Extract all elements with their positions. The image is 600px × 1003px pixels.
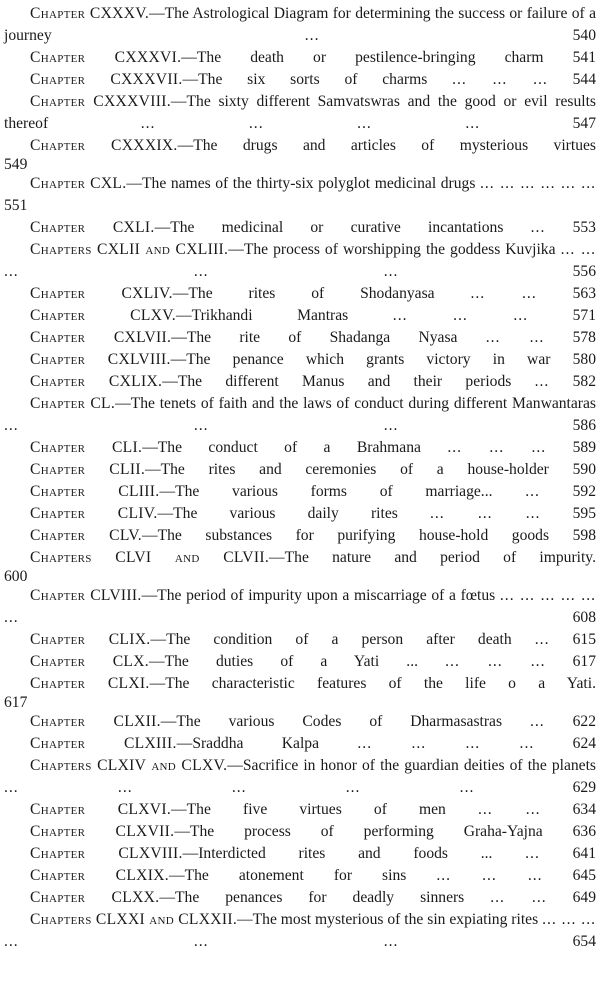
toc-entry: Chapter CLII.—The rites and ceremonies of a house-holder 590 [30, 461, 596, 478]
chapter-title: The Astrological Diagram for determining the success or failure of a journey [4, 5, 596, 44]
chapter-title: The period of impurity upon a miscarriage of a fœtus [157, 587, 496, 604]
chapter-number: Chapter CXL. [30, 175, 127, 192]
toc-entry: Chapter CLV.—The substances for purifying house-hold goods 598 [30, 527, 596, 544]
chapter-number: Chapter CLXX. [30, 889, 160, 906]
chapter-title: The names of the thirty-six polyglot medicinal drugs [142, 175, 476, 192]
chapter-title: The drugs and articles of mysterious virtues [193, 137, 596, 154]
page-number: 556 [572, 263, 596, 280]
page-number: 608 [572, 609, 596, 626]
toc-entry: Chapter CLX.—The duties of a Yati ... ... ... ... 617 [30, 653, 596, 670]
chapter-title: The penance which grants victory in war [186, 351, 551, 368]
chapter-title: The atonement for sins [184, 867, 407, 884]
page-number: 622 [572, 713, 596, 730]
chapter-title: The condition of a person after death [166, 631, 512, 648]
page-number: 641 [572, 845, 596, 862]
dot-leader: ... ... ... ... ... [4, 241, 596, 280]
chapter-title: The sixty different Samvatswras and the good or evil results thereof [4, 93, 596, 132]
chapter-number: Chapter CXXXV. [30, 5, 150, 22]
chapter-number: Chapter CLX. [30, 653, 149, 670]
page-number: 615 [572, 631, 596, 648]
chapter-title: The rite of Shadanga Nyasa [186, 329, 458, 346]
toc-entry: Chapter CXXXV.—The Astrological Diagram for determining the success or failure of a journey ... 540 [4, 5, 596, 44]
chapter-number: Chapter CXLIX. [30, 373, 163, 390]
dot-leader: ... ... ... [447, 439, 547, 456]
dot-leader: ... [529, 713, 545, 730]
chapter-number: Chapter CLXII. [30, 713, 161, 730]
toc-entry: Chapters CLXIV and CLXV.—Sacrifice in honor of the guardian deities of the planets ... ... ... ... ... 629 [4, 757, 596, 796]
page-number: 547 [572, 115, 596, 132]
toc-entry: Chapter CLXV.—Trikhandi Mantras ... ... ... 571 [30, 307, 596, 324]
dot-leader: ... [525, 845, 540, 862]
dot-leader: ... [534, 373, 550, 390]
toc-entry: Chapter CXLI.—The medicinal or curative incantations ... 553 [30, 219, 596, 236]
page-number: 553 [572, 219, 596, 236]
chapter-title: The rites and ceremonies of a house-holder [160, 461, 549, 478]
dot-leader: ... ... [477, 801, 541, 818]
chapter-number: Chapter CLXIII. [30, 735, 177, 752]
chapter-number: Chapter CLXVIII. [30, 845, 183, 862]
page-number: 636 [572, 823, 596, 840]
chapter-number: Chapter CXLI. [30, 219, 155, 236]
chapter-title: The various Codes of Dharmasastras [176, 713, 503, 730]
chapter-title: The process of performing Graha-Yajna [189, 823, 543, 840]
toc-entry: Chapter CXXXVII.—The six sorts of charms ... ... ... 544 [30, 71, 596, 88]
chapter-title: Sacrifice in honor of the guardian deities of the planets [242, 757, 596, 774]
dot-leader: ... ... ... ... [140, 115, 481, 132]
chapter-number: Chapter CLXI. [30, 675, 150, 692]
toc-entry: Chapter CLIX.—The condition of a person after death ... 615 [30, 631, 596, 648]
toc-entry: Chapter CL.—The tenets of faith and the laws of conduct during different Manwantaras ... ... ... 586 [4, 395, 596, 434]
page-number: 649 [572, 889, 596, 906]
page-number: 600 [4, 568, 28, 585]
chapter-number: Chapter CL. [30, 395, 116, 412]
dot-leader: ... ... ... [452, 71, 548, 88]
chapter-title: The conduct of a Brahmana [157, 439, 421, 456]
chapter-number: Chapter CXXXVI. [30, 49, 182, 66]
chapter-number: Chapter CXXXIX. [30, 137, 178, 154]
page-number: 590 [572, 461, 596, 478]
chapter-title: The various daily rites [173, 505, 398, 522]
chapter-title: The characteristic features of the life o a Yati. [165, 675, 596, 692]
dot-leader: ... ... ... [445, 653, 546, 670]
page-number: 540 [572, 27, 596, 44]
chapter-number: Chapter CXLVIII. [30, 351, 171, 368]
chapter-title: Trikhandi Mantras [191, 307, 349, 324]
toc-entry: Chapter CLXVII.—The process of performing Graha-Yajna 636 [30, 823, 596, 840]
page-number: 551 [4, 197, 28, 214]
toc-entry: Chapter CLXVIII.—Interdicted rites and foods ... ... 641 [30, 845, 596, 862]
page-number: 617 [572, 653, 596, 670]
dot-leader: ... [525, 483, 540, 500]
dot-leader: ... ... ... ... ... [4, 779, 475, 796]
toc-entry: Chapter CLXI.—The characteristic features of the life o a Yati. 617 [4, 675, 596, 711]
dot-leader: ... ... ... [436, 867, 543, 884]
dot-leader: ... ... ... ... ... ... [4, 911, 596, 950]
chapter-number: Chapter CXXXVII. [30, 71, 183, 88]
toc-entry: Chapter CLXIX.—The atonement for sins ... ... ... 645 [30, 867, 596, 884]
dot-leader: ... [534, 631, 550, 648]
dot-leader: ... [304, 27, 320, 44]
toc-entry: Chapter CLI.—The conduct of a Brahmana ... ... ... 589 [30, 439, 596, 456]
chapter-title: The nature and period of impurity. [284, 549, 596, 566]
toc-entry: Chapter CXLVIII.—The penance which grants victory in war 580 [30, 351, 596, 368]
page-number: 582 [572, 373, 597, 390]
toc-entry: Chapter CLXIII.—Sraddha Kalpa ... ... ... ... 624 [30, 735, 597, 752]
chapter-number: Chapter CLXIX. [30, 867, 169, 884]
chapter-number: Chapter CXLIV. [30, 285, 173, 302]
toc-entry: Chapter CXLIV.—The rites of Shodanyasa ... ... 563 [30, 285, 596, 302]
dot-leader: ... ... [490, 889, 547, 906]
page-number: 592 [572, 483, 596, 500]
toc-entry: Chapter CXL.—The names of the thirty-six polyglot medicinal drugs ... ... ... ... ... ... 551 [4, 175, 596, 214]
page-number: 598 [572, 527, 596, 544]
page-number: 580 [572, 351, 596, 368]
page-number: 589 [572, 439, 596, 456]
toc-entry: Chapters CLVI and CLVII.—The nature and period of impurity. 600 [4, 549, 596, 585]
chapter-title: The various forms of marriage... [175, 483, 493, 500]
chapter-number: Chapter CLI. [30, 439, 143, 456]
page-number: 654 [572, 933, 596, 950]
chapter-number: Chapter CLIV. [30, 505, 158, 522]
toc-entry: Chapter CXLIX.—The different Manus and their periods ... 582 [30, 373, 597, 390]
chapter-number: Chapter CLXV. [30, 307, 176, 324]
chapter-title: The penances for deadly sinners [175, 889, 465, 906]
page-number: 549 [4, 156, 28, 173]
page-number: 541 [572, 49, 596, 66]
chapter-number: Chapters CXLII and CXLIII. [30, 241, 229, 258]
page-number: 634 [572, 801, 597, 818]
toc-entry: Chapter CLXVI.—The five virtues of men ... ... 634 [30, 801, 597, 818]
dot-leader: ... ... ... ... ... ... [4, 587, 596, 626]
toc-entry: Chapter CLIII.—The various forms of marriage... ... 592 [30, 483, 596, 500]
chapter-title: The process of worshipping the goddess Kuvjika [243, 241, 556, 258]
page-number: 571 [572, 307, 596, 324]
chapter-number: Chapter CLVIII. [30, 587, 142, 604]
chapter-title: The five virtues of men [186, 801, 446, 818]
toc-entry: Chapter CXXXVIII.—The sixty different Samvatswras and the good or evil results thereof ... ... ... ... 547 [4, 93, 596, 132]
chapter-number: Chapters CLXXI and CLXXII. [30, 911, 238, 928]
chapter-number: Chapter CXXXVIII. [30, 93, 171, 110]
page-number: 629 [572, 779, 596, 796]
toc-entry: Chapter CXXXIX.—The drugs and articles of mysterious virtues 549 [4, 137, 596, 173]
dot-leader: ... ... [485, 329, 545, 346]
dot-leader: ... ... ... ... ... ... [479, 175, 596, 192]
dot-leader: ... ... ... [4, 417, 399, 434]
toc-entry: Chapter CLIV.—The various daily rites ... ... ... 595 [30, 505, 596, 522]
chapter-number: Chapter CXLVII. [30, 329, 172, 346]
page-number: 578 [572, 329, 596, 346]
chapter-title: The substances for purifying house-hold goods [157, 527, 550, 544]
chapter-title: The duties of a Yati ... [164, 653, 419, 670]
page-number: 595 [572, 505, 596, 522]
chapter-number: Chapter CLV. [30, 527, 142, 544]
dot-leader: ... ... [470, 285, 537, 302]
chapter-title: The rites of Shodanyasa [188, 285, 435, 302]
page-number: 544 [572, 71, 596, 88]
toc-entry: Chapter CXXXVI.—The death or pestilence-bringing charm 541 [30, 49, 596, 66]
toc-entry: Chapter CXLVII.—The rite of Shadanga Nyasa ... ... 578 [30, 329, 596, 346]
chapter-title: The death or pestilence-bringing charm [196, 49, 544, 66]
chapter-title: The different Manus and their periods [177, 373, 512, 390]
chapter-number: Chapter CLIII. [30, 483, 160, 500]
toc-entry: Chapter CLXII.—The various Codes of Dharmasastras ... 622 [30, 713, 596, 730]
toc-entry: Chapters CXLII and CXLIII.—The process of worshipping the goddess Kuvjika ... ... ... ... ... 556 [4, 241, 596, 280]
dot-leader: ... ... ... ... [357, 735, 535, 752]
page-number: 645 [572, 867, 596, 884]
page-number: 586 [572, 417, 596, 434]
toc-entry: Chapter CLVIII.—The period of impurity upon a miscarriage of a fœtus ... ... ... ... ... ... 608 [4, 587, 596, 626]
chapter-title: The tenets of faith and the laws of conduct during different Manwantaras [130, 395, 596, 412]
chapter-number: Chapters CLVI and CLVII. [30, 549, 270, 566]
page-number: 563 [572, 285, 596, 302]
chapter-number: Chapter CLII. [30, 461, 146, 478]
chapter-number: Chapter CLXVII. [30, 823, 175, 840]
chapter-number: Chapters CLXIV and CLXV. [30, 757, 228, 774]
chapter-title: The most mysterious of the sin expiating rites [252, 911, 539, 928]
page-number: 624 [572, 735, 597, 752]
chapter-title: Interdicted rites and foods ... [198, 845, 493, 862]
dot-leader: ... ... ... [392, 307, 529, 324]
chapter-title: The medicinal or curative incantations [170, 219, 504, 236]
dot-leader: ... ... ... [430, 505, 541, 522]
toc-entry: Chapter CLXX.—The penances for deadly sinners ... ... 649 [30, 889, 596, 906]
chapter-title: The six sorts of charms [198, 71, 428, 88]
page-number: 617 [4, 694, 28, 711]
dot-leader: ... [530, 219, 546, 236]
chapter-number: Chapter CLIX. [30, 631, 151, 648]
toc-entry: Chapters CLXXI and CLXXII.—The most mysterious of the sin expiating rites ... ... ... ... ... ... 654 [4, 911, 596, 950]
chapter-number: Chapter CLXVI. [30, 801, 172, 818]
chapter-title: Sraddha Kalpa [192, 735, 320, 752]
